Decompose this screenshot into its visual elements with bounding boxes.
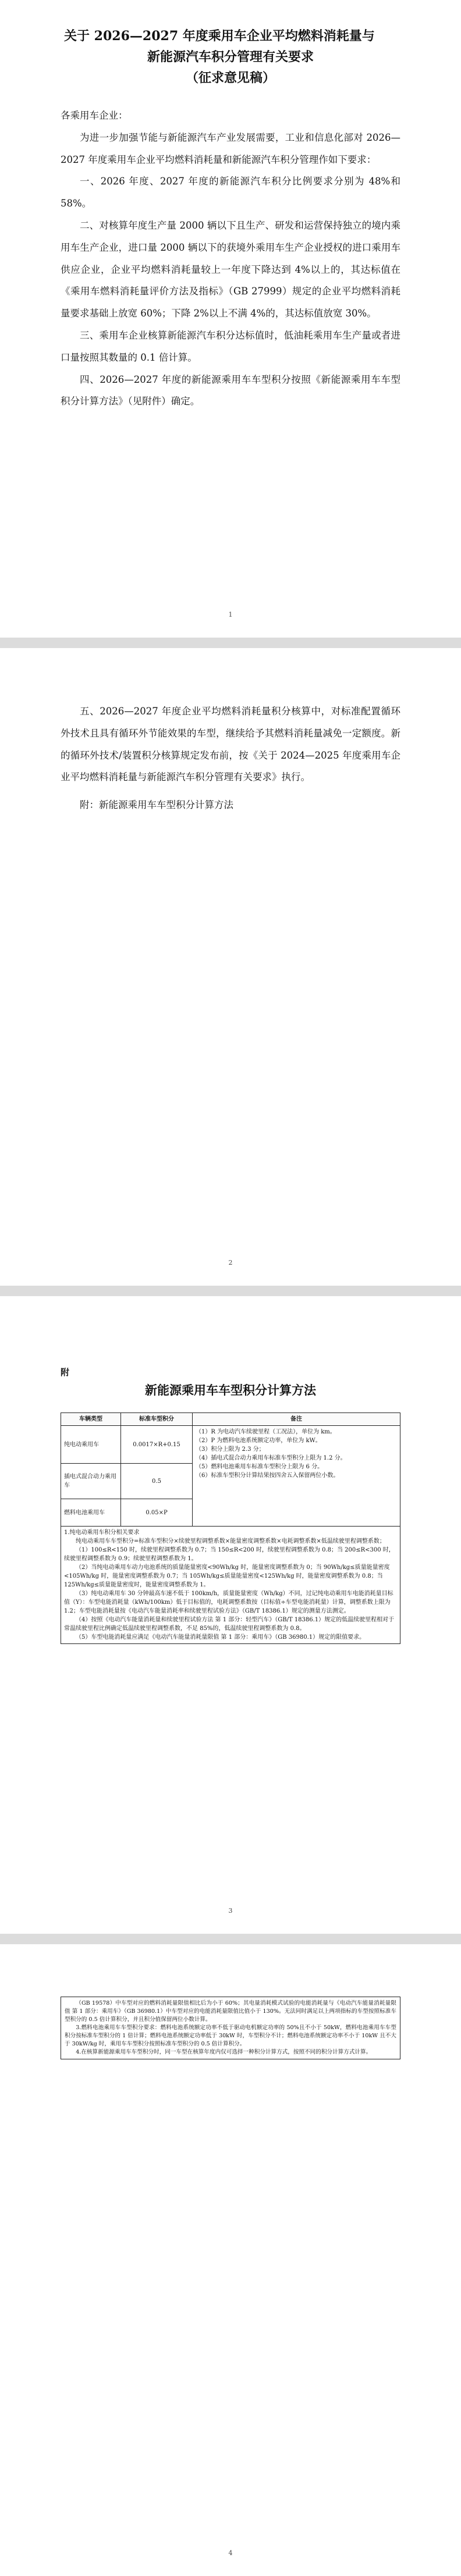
column-header: 备注 xyxy=(193,1413,400,1426)
note-line: （GB 19578）中车型对应的燃料消耗量限值相比后为小于 60%；其电量消耗模式试验的电能消耗量与《电动汽车能量消耗量限值 第 1 部分：乘用车》（GB 36980.1）中车型对应的电能消耗量限值比值小于 130%。无法同时满足以上两项指标的车型按照标准车型积分的 0.5 倍计算积分，并且积分值保留两位小数计算。 xyxy=(65,2000,396,2023)
paragraph-2: 二、对核算年度生产量 2000 辆以下且生产、研发和运营保持独立的境内乘用车生产企业，进口量 2000 辆以下的获境外乘用车生产企业授权的进口乘用车供应企业，企业平均燃料消耗量较上一年度下降达到 4%以上的，其达标值在《乘用车燃料消耗量评价方法及指标》（GB 27999）规定的企业平均燃料消耗量要求基础上放宽 60%；下降 2%以上不满 4%的，其达标值放宽 30%。 xyxy=(61,219,400,319)
remark-line: （2）P 为燃料电池系统额定功率，单位为 kW。 xyxy=(196,1438,321,1444)
formula-cell: 0.0017×R+0.15 xyxy=(121,1426,193,1464)
page-number: 4 xyxy=(228,2549,233,2557)
note-line: 4.在核算新能源乘用车车型积分时，同一车型在核算年度内仅可选择一种积分计算方式，按照不同的积分计算方式计算。 xyxy=(76,2049,372,2055)
paragraph-intro: 为进一步加强节能与新能源汽车产业发展需要，工业和信息化部对 2026—2027 年度乘用车企业平均燃料消耗量和新能源汽车积分管理作如下要求： xyxy=(61,131,400,165)
paragraph-3: 三、乘用车企业核算新能源汽车积分达标值时，低油耗乘用车生产量或者进口量按照其数量的 0.1 倍计算。 xyxy=(61,329,400,363)
note-line: （5）车型电能消耗量应满足《电动汽车能量消耗量限值 第 1 部分：乘用车》（GB 36980.1）规定的限值要求。 xyxy=(76,1634,366,1641)
note-line: （2）当纯电动乘用车动力电池系统的质量能量密度<90Wh/kg 时，能量密度调整系数为 0；当 90Wh/kg≤质量能量密度<105Wh/kg 时，能量密度调整系数为 0.7；当 105Wh/kg≤质量能量密度<125Wh/kg 时，能量密度调整系数为 0.8；当 125Wh/kg≤质量能量密度时，能量密度调整系数为 1。 xyxy=(64,1564,390,1588)
table-row xyxy=(61,1426,400,1464)
column-header: 标准车型积分 xyxy=(121,1413,193,1426)
document-page-1 xyxy=(0,0,461,638)
formula-cell: 0.5 xyxy=(121,1464,193,1499)
remarks-cell xyxy=(193,1426,400,1527)
title-line-2: 新能源汽车积分管理有关要求 xyxy=(147,49,314,65)
note-line: 3.燃料电池乘用车车型积分要求：燃料电池系统额定功率不低于驱动电机额定功率的 50%且不小于 50kW，燃料电池乘用车车型积分按标准车型积分的 1 倍计算；燃料电池系统额定功率低于 30kW 时，车型积分不计；燃料电池系统额定功率不小于 10kW 且不大于 30kW/kg 时，乘用车车型积分按照标准车型积分的 0.5 倍计算积分。 xyxy=(65,2024,396,2047)
remark-line: （5）燃料电池乘用车标准车型积分上限为 6 分。 xyxy=(196,1464,324,1470)
remark-line: （1）R 为电动汽车续驶里程（工况法），单位为 km。 xyxy=(196,1429,336,1435)
table-row xyxy=(61,1527,400,1644)
title-line-3: （征求意见稿） xyxy=(185,70,275,86)
vehicle-type-cell: 插电式混合动力乘用车 xyxy=(61,1464,121,1499)
page-separator xyxy=(0,1934,461,1944)
page-separator xyxy=(0,1286,461,1296)
attachment-line: 附：新能源乘用车车型积分计算方法 xyxy=(80,799,233,811)
note-line: 纯电动乘用车车型积分=标准车型积分×续驶里程调整系数×能量密度调整系数×电耗调整系数×低温续驶里程调整系数； xyxy=(76,1538,385,1545)
vehicle-type-cell: 纯电动乘用车 xyxy=(61,1426,121,1464)
remark-line: （3）积分上限为 2.3 分； xyxy=(196,1446,265,1453)
page-number: 1 xyxy=(228,611,233,618)
page1-body xyxy=(61,105,400,412)
column-header: 车辆类型 xyxy=(61,1413,121,1426)
remark-line: （4）插电式混合动力乘用车标准车型积分上限为 1.2 分。 xyxy=(196,1455,346,1461)
note-line: （4）按照《电动汽车能量消耗量和续驶里程试验方法 第 1 部分：轻型汽车》（GB/T 18386.1）规定的低温续驶里程相对于常温续驶里程比例确定低温续驶里程调整系数，不足 85%的，低温续驶里程调整系数为 0.8。 xyxy=(64,1617,395,1632)
document-page-4 xyxy=(0,1944,461,2576)
note-line: 1.纯电动乘用车积分相关要求 xyxy=(64,1529,140,1536)
vehicle-score-table xyxy=(61,1412,400,1644)
formula-cell: 0.05×P xyxy=(121,1499,193,1527)
paragraph-5: 五、2026—2027 年度企业平均燃料消耗量积分核算中，对标准配置循环外技术且具有循环外节能效果的车型，继续给予其燃料消耗量减免一定额度。新的循环外技术/装置积分核算规定发布前，按《关于 2024—2025 年度乘用车企业平均燃料消耗量与新能源汽车积分管理有关要求》执行。 xyxy=(61,706,400,783)
table-header-row xyxy=(61,1413,400,1426)
document-title xyxy=(64,26,397,88)
appendix-title: 新能源乘用车车型积分计算方法 xyxy=(145,1383,316,1397)
remark-line: （6）标准车型积分计算结果按四舍五入保留两位小数。 xyxy=(196,1472,339,1479)
note-line: （1）100≤R<150 时，续驶里程调整系数为 0.7；当 150≤R<200 时，续驶里程调整系数为 0.8；当 200≤R<300 时，续驶里程调整系数为 0.9；续驶里程调整系数为 1。 xyxy=(64,1547,395,1562)
document-page-2 xyxy=(0,648,461,1286)
appendix-label: 附 xyxy=(61,1367,70,1378)
paragraph-4: 四、2026—2027 年度的新能源乘用车车型积分按照《新能源乘用车车型积分计算方法》（见附件）确定。 xyxy=(61,373,400,407)
paragraph-1: 一、2026 年度、2027 年度的新能源汽车积分比例要求分别为 48%和 58%。 xyxy=(61,176,400,209)
page-number: 3 xyxy=(228,1907,233,1915)
title-line-1: 关于 2026—2027 年度乘用车企业平均燃料消耗量与 xyxy=(64,29,375,44)
page-separator xyxy=(0,638,461,648)
document-page-3 xyxy=(0,1296,461,1934)
vehicle-type-cell: 燃料电池乘用车 xyxy=(61,1499,121,1527)
note-line: （3）纯电动乘用车 30 分钟最高车速不低于 100km/h，质量能量密度（Wh/kg）不同，过记纯电动乘用车电能消耗量目标值（Y）：车型电能消耗量（kWh/100km）低于目标值的，电耗调整系数按（目标值÷车型电能消耗量）计算，调整系数上限为 1.2；车型电能消耗量按《电动汽车能量消耗率和续驶里程试验方法》（GB/T 18386.1）规定的测量方法测定。 xyxy=(64,1591,393,1614)
notes-cell xyxy=(61,1527,400,1644)
page-number: 2 xyxy=(228,1259,233,1266)
notes-continuation-box xyxy=(61,1997,400,2059)
page2-body xyxy=(61,700,400,816)
salutation: 各乘用车企业： xyxy=(61,110,128,121)
